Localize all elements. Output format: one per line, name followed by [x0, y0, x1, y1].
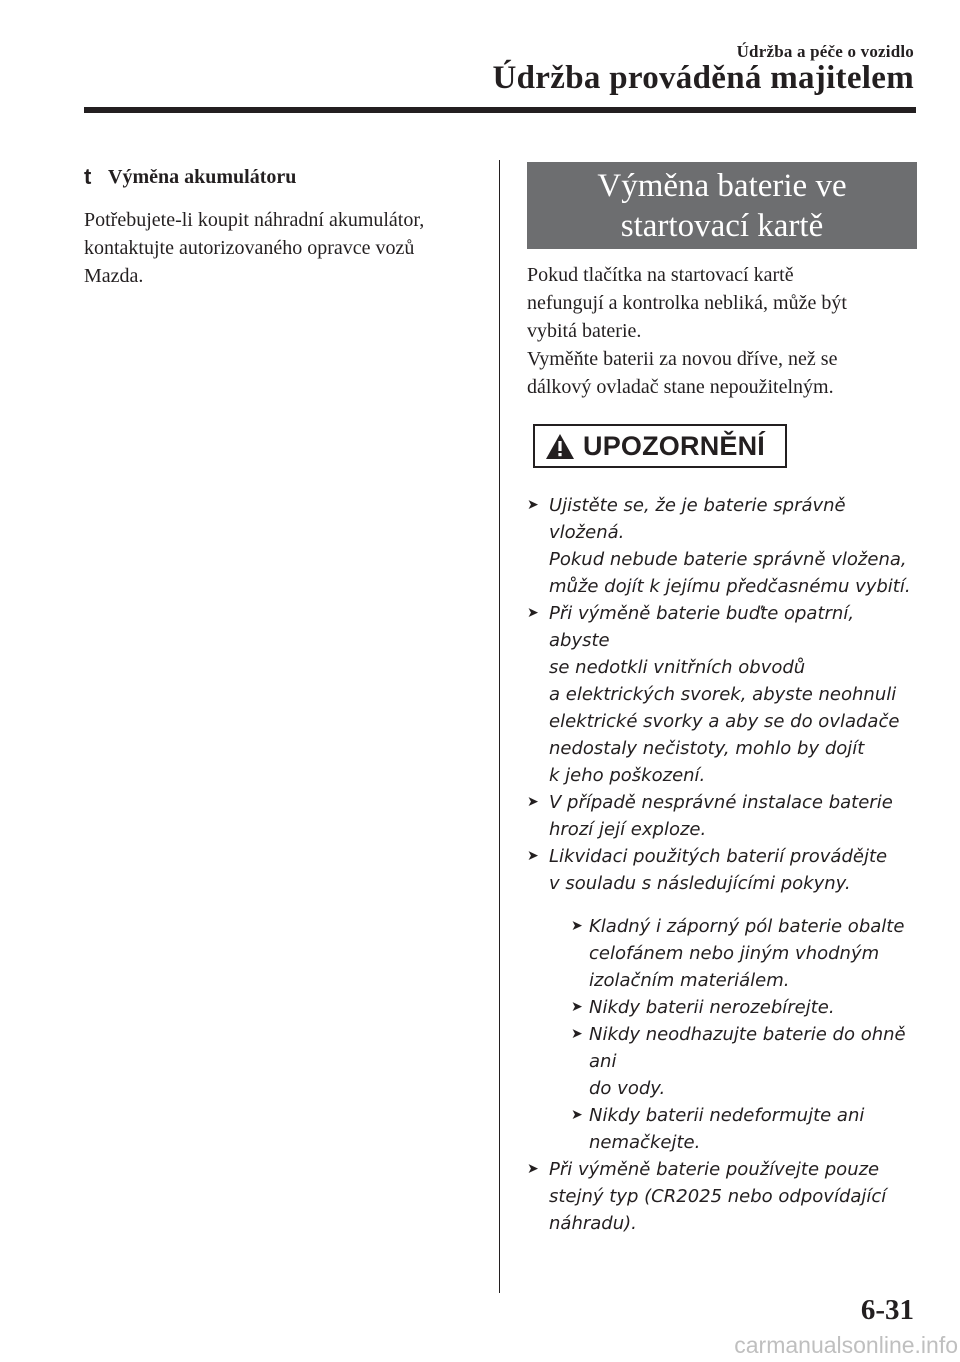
bullet-line: nedostaly nečistoty, mohlo by dojít: [549, 738, 865, 759]
watermark: carmanualsonline.info: [734, 1332, 958, 1358]
bullet-line: k jeho poškození.: [549, 765, 706, 786]
bullet-arrow-icon: ➤: [527, 497, 539, 513]
paragraph-line: nefungují a kontrolka nebliká, může být: [527, 292, 847, 314]
column-divider: [499, 160, 500, 1293]
list-item: [527, 843, 917, 1156]
banner-line: Výměna baterie ve: [597, 168, 847, 204]
warning-triangle-icon: [545, 433, 575, 460]
bullet-line: a elektrických svorek, abyste neohnuli: [549, 684, 897, 705]
bullet-line: izolačním materiálem.: [589, 970, 790, 991]
sub-list-item: [571, 913, 917, 994]
paragraph-line: dálkový ovladač stane nepoužitelným.: [527, 376, 834, 398]
disposal-sub-list: [571, 913, 917, 1156]
banner-line: startovací kartě: [620, 208, 824, 244]
bullet-line: elektrické svorky a aby se do ovladače: [549, 711, 900, 732]
bullet-arrow-icon: ➤: [527, 605, 539, 621]
bullet-line: může dojít k jejímu předčasnému vybití.: [549, 576, 911, 597]
bullet-line: Ujistěte se, že je baterie správně vložená.: [549, 495, 846, 543]
bullet-line: Nikdy neodhazujte baterie do ohně ani: [589, 1024, 906, 1072]
bullet-line: celofánem nebo jiným vhodným: [589, 943, 880, 964]
list-item: [527, 600, 917, 789]
caution-box: [533, 424, 787, 468]
section-banner: [527, 162, 917, 249]
bullet-line: se nedotkli vnitřních obvodů: [549, 657, 806, 678]
sub-list-item: [571, 1102, 917, 1156]
bullet-line: stejný typ (CR2025 nebo odpovídající: [549, 1186, 887, 1207]
bullet-arrow-icon: ➤: [527, 1161, 539, 1177]
section-title: Údržba prováděná majitelem: [492, 60, 914, 96]
caution-label: UPOZORNĚNÍ: [583, 430, 766, 461]
paragraph-line: Vyměňte baterii za novou dříve, než se: [527, 348, 838, 370]
paragraph-line: Mazda.: [84, 265, 144, 287]
bullet-line: do vody.: [589, 1078, 666, 1099]
bullet-line: Při výměně baterie buďte opatrní, abyste: [549, 603, 855, 651]
paragraph-line: kontaktujte autorizovaného opravce vozů: [84, 237, 415, 259]
bullet-arrow-icon: ➤: [571, 1107, 583, 1123]
bullet-line: v souladu s následujícími pokyny.: [549, 873, 851, 894]
paragraph-line: vybitá baterie.: [527, 320, 642, 342]
bullet-line: Při výměně baterie používejte pouze: [549, 1159, 880, 1180]
chapter-title: Údržba a péče o vozidlo: [736, 42, 914, 61]
bullet-line: Likvidaci použitých baterií provádějte: [549, 846, 888, 867]
bullet-line: Nikdy baterii nedeformujte ani: [589, 1105, 865, 1126]
bullet-arrow-icon: ➤: [527, 848, 539, 864]
bullet-arrow-icon: ➤: [527, 794, 539, 810]
list-item: [527, 492, 917, 600]
sub-list-item: [571, 1021, 917, 1102]
bullet-line: nemačkejte.: [589, 1132, 701, 1153]
left-paragraph: [84, 206, 479, 290]
bullet-line: Nikdy baterii nerozebírejte.: [589, 997, 835, 1018]
caution-list: [527, 492, 917, 1237]
page-number: 6-31: [860, 1294, 914, 1326]
bullet-line: Pokud nebude baterie správně vložena,: [549, 549, 907, 570]
list-item: [527, 789, 917, 843]
bullet-line: Kladný i záporný pól baterie obalte: [589, 916, 905, 937]
bullet-arrow-icon: ➤: [571, 999, 583, 1015]
bullet-line: náhradu).: [549, 1213, 637, 1234]
subheading: [84, 160, 479, 194]
right-paragraph: [527, 261, 917, 401]
right-column: [527, 162, 917, 1237]
header-rule: [84, 107, 916, 113]
bullet-arrow-icon: ➤: [571, 1026, 583, 1042]
paragraph-line: Potřebujete-li koupit náhradní akumulátor,: [84, 209, 425, 231]
bullet-line: hrozí její exploze.: [549, 819, 707, 840]
list-item: [527, 1156, 917, 1237]
bullet-line: V případě nesprávné instalace baterie: [549, 792, 893, 813]
subheading-text: Výměna akumulátoru: [108, 165, 297, 188]
subheading-marker: t: [84, 164, 92, 189]
left-column: [84, 160, 479, 290]
paragraph-line: Pokud tlačítka na startovací kartě: [527, 264, 794, 286]
sub-list-item: [571, 994, 917, 1021]
bullet-arrow-icon: ➤: [571, 918, 583, 934]
